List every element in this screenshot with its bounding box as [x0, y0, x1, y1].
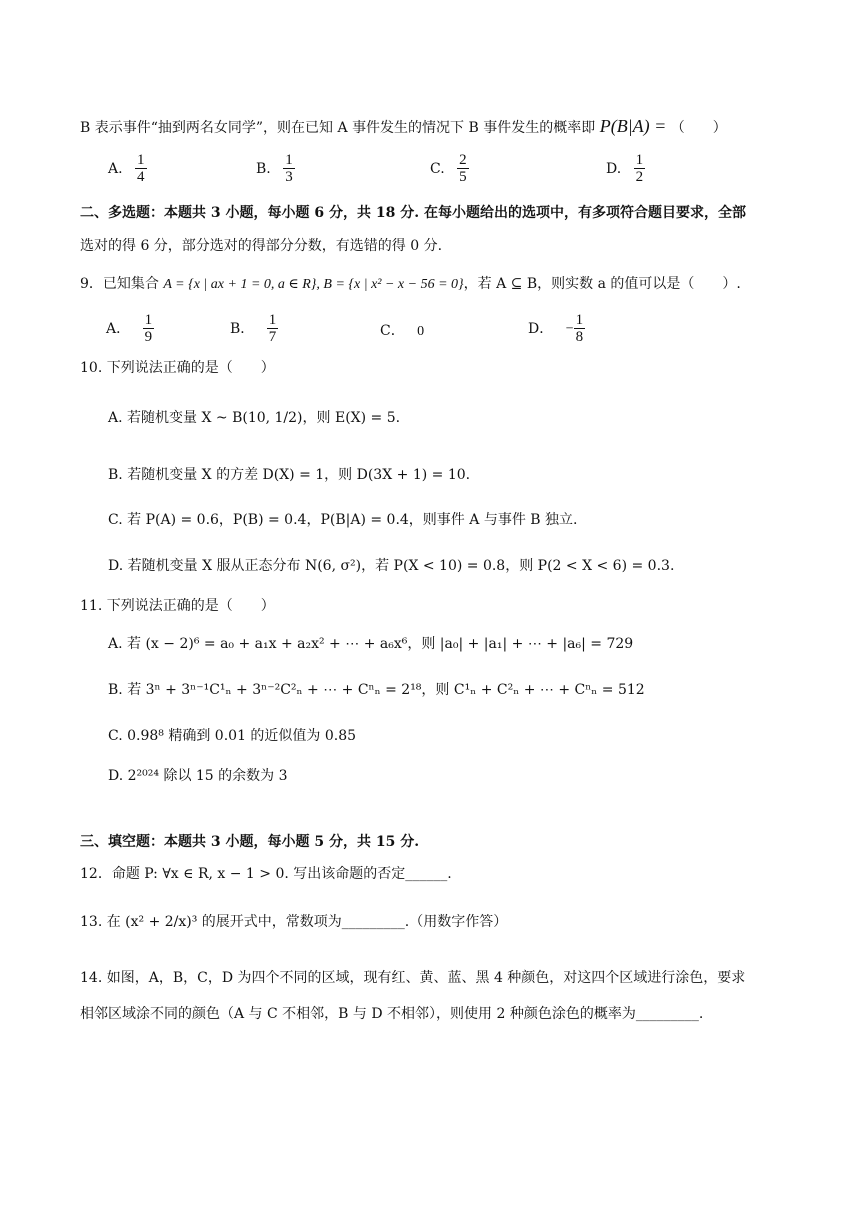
q11-option-b: B. 若 3ⁿ + 3ⁿ⁻¹C¹ₙ + 3ⁿ⁻²C²ₙ + ⋯ + Cⁿₙ = 2¹⁸，则 C¹ₙ + C²ₙ + ⋯ + Cⁿₙ = 512 [108, 682, 645, 698]
q9-option-b-fraction: $\frac{1}{7}$ [268, 312, 277, 345]
section-3-heading: 三、填空题：本题共 3 小题，每小题 5 分，共 15 分. [80, 834, 420, 850]
q10-option-b: B. 若随机变量 X 的方差 D(X) = 1，则 D(3X + 1) = 10. [108, 467, 471, 483]
q8-stem-tail [80, 116, 727, 138]
q13-stem: 13. 在 (x² + 2/x)³ 的展开式中，常数项为_________.（用数字作答） [80, 914, 508, 930]
q8-answer-paren: （ ） [670, 120, 727, 136]
q14-stem-line-1: 14. 如图，A，B，C，D 为四个不同的区域，现有红、黄、蓝、黑 4 种颜色，对这四个区域进行涂色，要求 [80, 970, 746, 986]
q9-option-d: D． − $\frac{1}{8}$ [528, 312, 584, 345]
q9-option-c: C． 0 [380, 323, 425, 339]
q10-option-a: A. 若随机变量 X ~ B(10, 1/2)，则 E(X) = 5. [108, 410, 401, 426]
q11-option-a: A. 若 (x − 2)⁶ = a₀ + a₁x + a₂x² + ⋯ + a₆x⁶，则 |a₀| + |a₁| + ⋯ + |a₆| = 729 [108, 636, 634, 652]
q8-option-b: B. $\frac{1}{3}$ [256, 152, 293, 185]
q8-stem-lead: B 表示事件“抽到两名女同学”，则在已知 A 事件发生的情况下 B 事件发生的概率即 [80, 120, 596, 136]
q11-stem: 11. 下列说法正确的是（ ） [80, 598, 275, 614]
q11-option-c: C. 0.98⁸ 精确到 0.01 的近似值为 0.85 [108, 728, 357, 744]
q10-option-c: C. 若 P(A) = 0.6，P(B) = 0.4，P(B|A) = 0.4，则事件 A 与事件 B 独立. [108, 512, 578, 528]
section-2-heading: 二、多选题：本题共 3 小题，每小题 6 分，共 18 分. 在每小题给出的选项中，有多项符合题目要求，全部 [80, 205, 746, 221]
q14-stem-line-2: 相邻区域涂不同的颜色（A 与 C 不相邻，B 与 D 不相邻），则使用 2 种颜色涂色的概率为_________. [80, 1006, 704, 1022]
q12-stem: 12．命题 P: ∀x ∈ R, x − 1 > 0. 写出该命题的否定______. [80, 866, 452, 882]
q8-option-b-fraction: $\frac{1}{3}$ [285, 152, 293, 185]
q8-option-d-fraction: $\frac{1}{2}$ [635, 152, 644, 185]
q11-option-d: D. 2²⁰²⁴ 除以 15 的余数为 3 [108, 768, 288, 784]
q8-expression: P(B|A) = [599, 116, 667, 136]
q8-option-c-fraction: $\frac{2}{5}$ [459, 152, 467, 185]
q10-stem: 10. 下列说法正确的是（ ） [80, 360, 275, 376]
q9-option-a-fraction: $\frac{1}{9}$ [144, 312, 153, 345]
q8-option-d: D. $\frac{1}{2}$ [606, 152, 644, 185]
section-2-heading-cont: 选对的得 6 分，部分选对的得部分分数，有选错的得 0 分. [80, 238, 443, 254]
q8-option-a: A. $\frac{1}{4}$ [108, 152, 145, 185]
q8-option-a-fraction: $\frac{1}{4}$ [137, 152, 145, 185]
q9-option-b: B． $\frac{1}{7}$ [230, 312, 277, 345]
q9-stem: 9．已知集合 A = {x | ax + 1 = 0, a ∈ R}, B = {x | x² − x − 56 = 0}，若 A ⊆ B，则实数 a 的值可以是（ ）. [80, 276, 741, 292]
q9-option-d-fraction: $\frac{1}{8}$ [575, 312, 584, 345]
q10-option-d: D. 若随机变量 X 服从正态分布 N(6, σ²)，若 P(X < 10) = 0.8，则 P(2 < X < 6) = 0.3. [108, 558, 675, 574]
q9-option-a: A． $\frac{1}{9}$ [106, 312, 153, 345]
q9-set-expression: A = {x | ax + 1 = 0, a ∈ R}, B = {x | x² − x − 56 = 0} [163, 277, 464, 292]
q8-option-c: C. $\frac{2}{5}$ [430, 152, 467, 185]
